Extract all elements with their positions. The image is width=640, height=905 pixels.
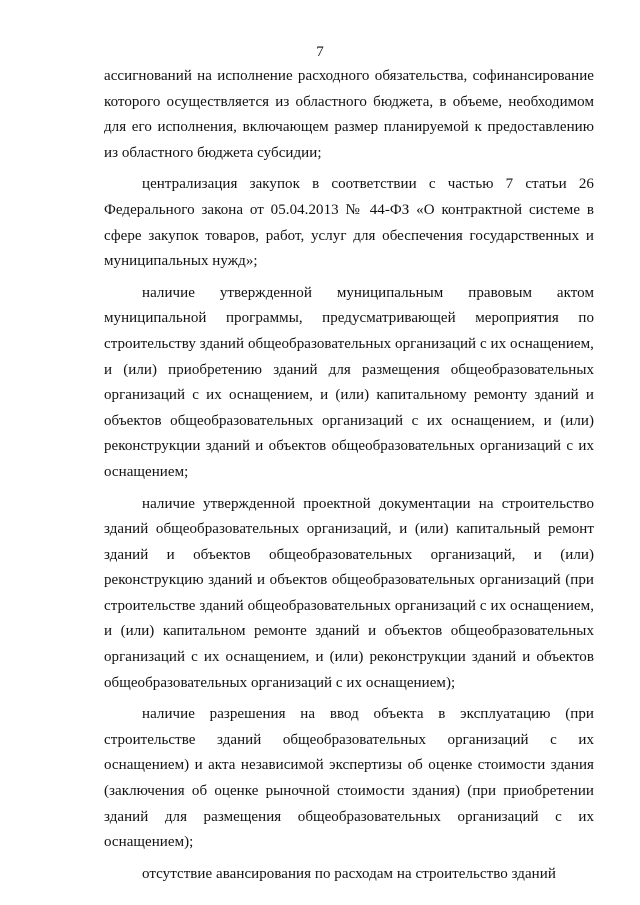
paragraph: наличие утвержденной муниципальным правовым актом муниципальной программы, предусматривающей мероприятия по строительству зданий общеобразовательных организаций с их оснащением, и (или) приобретению зданий для размещения общеобразовательных организаций с их оснащением, и (или) капитальному ремонту зданий и объектов общеобразовательных организаций с их оснащением, и (или) реконструкции зданий и объектов общеобразовательных организаций с их оснащением; — [104, 284, 594, 480]
paragraph: централизация закупок в соответствии с частью 7 статьи 26 Федерального закона от 05.04.2013 № 44-ФЗ «О контрактной системе в сфере закупок товаров, работ, услуг для обеспечения государственных и муниципальных нужд»; — [104, 176, 594, 270]
document-body — [104, 64, 594, 887]
paragraph: наличие разрешения на ввод объекта в эксплуатацию (при строительстве зданий общеобразовательных организаций с их оснащением) и акта независимой экспертизы об оценке стоимости здания (заключения об оценке рыночной стоимости здания) (при приобретении зданий для размещения общеобразовательных организаций с их оснащением); — [104, 706, 594, 851]
paragraph: отсутствие авансирования по расходам на строительство зданий — [142, 865, 556, 882]
paragraph-continued: ассигнований на исполнение расходного обязательства, софинансирование которого осуществляется из областного бюджета, в объеме, необходимом для его исполнения, включающем размер планируемой к предоставлению из областного бюджета субсидии; — [104, 68, 594, 161]
paragraph: наличие утвержденной проектной документации на строительство зданий общеобразовательных организаций, и (или) капитальный ремонт зданий и объектов общеобразовательных организаций, и (или) реконструкцию зданий и объектов общеобразовательных организаций (при строительстве зданий общеобразовательных организаций с их оснащением, и (или) капитальном ремонте зданий и объектов общеобразовательных организаций с их оснащением, и (или) реконструкции зданий и объектов общеобразовательных организаций с их оснащением); — [104, 495, 594, 691]
page-number: 7 — [316, 44, 324, 60]
